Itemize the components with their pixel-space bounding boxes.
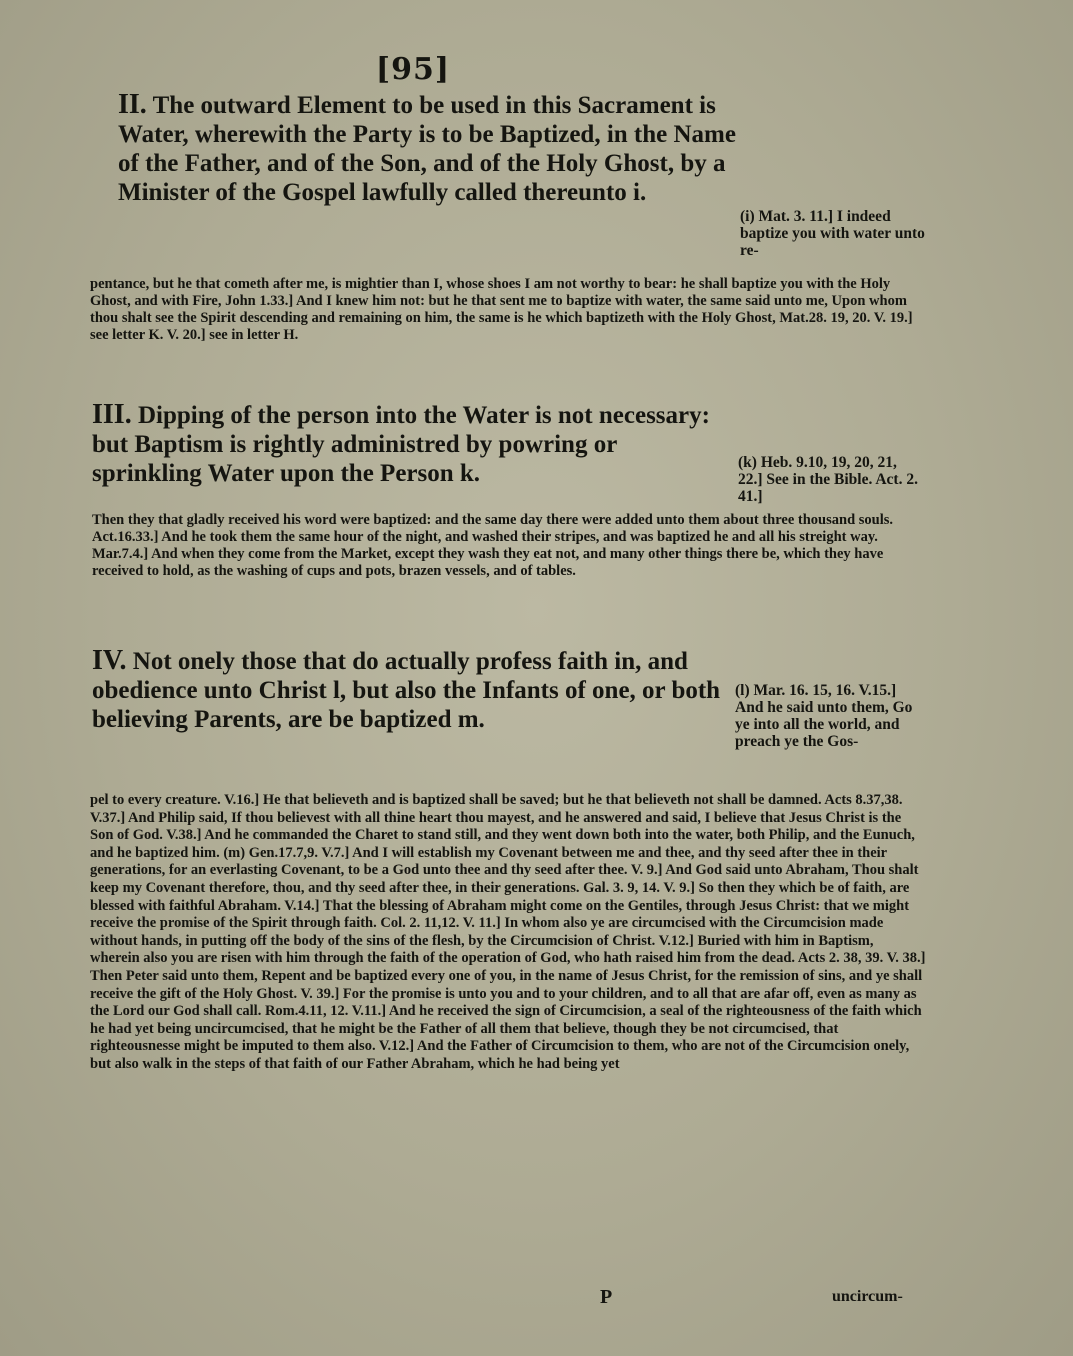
article-4-text: Not onely those that do actually profess faith in, and obedience unto Christ l, but also the Infants of one, or both believing Parents, are be baptized m. [92,648,721,733]
article-2-text: The outward Element to be used in this Sacrament is Water, wherewith the Party is to be Baptized, in the Name of the Father, and of the Son, and of the Holy Ghost, by a Minister of the Gospel lawfully called thereunto i. [118,92,736,206]
article-3-text: Dipping of the person into the Water is not necessary: but Baptism is rightly administred by powring or sprinkling Water upon the Person k. [92,402,710,487]
article-2-numeral: II. [118,89,147,120]
article-2-marginal-note: (i) Mat. 3. 11.] I indeed baptize you with water unto re- [740,208,925,259]
article-4-marginal-note: (l) Mar. 16. 15, 16. V.15.] And he said unto them, Go ye into all the world, and preach ye the Gos- [735,682,913,750]
article-4-heading [92,646,732,734]
article-2-proof-text: pentance, but he that cometh after me, is mightier than I, whose shoes I am not worthy to bear: he shall baptize you with the Holy Ghost, and with Fire, John 1.33.] And I knew him not: but he that sent me to baptize with water, the same said unto me, Upon whom thou shalt see the Spirit descending and remaining on him, the same is he which baptizeth with the Holy Ghost, Mat.28. 19, 20. V. 19.] see letter K. V. 20.] see in letter H. [90,276,913,343]
article-3-proof-text: Then they that gladly received his word were baptized: and the same day there were added unto them about three thousand souls. Act.16.33.] And he took them the same hour of the night, and washed their stripes, and was baptized he and all his streight way. Mar.7.4.] And when they come from the Market, except they wash they eat not, and many other things there be, which they have received to hold, as the washing of cups and pots, brazen vessels, and of tables. [92,512,894,579]
page-number: [95] [375,52,451,87]
article-2-heading [118,90,738,207]
article-4-proof-text: pel to every creature. V.16.] He that believeth and is baptized shall be saved; but he that believeth not shall be damned. Acts 8.37,38. V.37.] And Philip said, If thou believest with all thine heart thou mayest, and he answered and said, I believe that Jesus Christ is the Son of God. V.38.] And he commanded the Charet to stand still, and they went down both into the water, both Philip, and the Eunuch, and he baptized him. (m) Gen.17.7,9. V.7.] And I will establish my Covenant between me and thee, and thy seed after thee in their generations, for an everlasting Covenant, to be a God unto thee and thy seed after thee. V. 9.] And God said unto Abraham, Thou shalt keep my Covenant therefore, thou, and thy seed after thee, in their generations. Gal. 3. 9, 14. V. 9.] So then they which be of faith, are blessed with faithful Abraham. V.14.] That the blessing of Abraham might come on the Gentiles, through Jesus Christ: that we might receive the promise of the Spirit through faith. Col. 2. 11,12. V. 11.] In whom also ye are circumcised with the Circumcision made without hands, in putting off the body of the sins of the flesh, by the Circumcision of Christ. V.12.] Buried with him in Baptism, wherein also you are risen with him through the faith of the operation of God, who hath raised him from the dead. Acts 2. 38, 39. V. 38.] Then Peter said unto them, Repent and be baptized every one of you, in the name of Jesus Christ, for the remission of sins, and ye shall receive the gift of the Holy Ghost. V. 39.] For the promise is unto you and to your children, and to all that are afar off, even as many as the Lord our God shall call. Rom.4.11, 12. V.11.] And he received the sign of Circumcision, a seal of the righteousness of the faith which he had yet being uncircumcised, that he might be the Father of all them that believe, though they be not circumcised, that righteousnesse might be imputed to them also. V.12.] And the Father of Circumcision to them, who are not of the Circumcision onely, but also walk in the steps of that faith of our Father Abraham, which he had being yet [90,792,926,1072]
signature-mark: P [600,1286,613,1308]
article-3-marginal-note: (k) Heb. 9.10, 19, 20, 21, 22.] See in the Bible. Act. 2. 41.] [738,454,918,505]
bleed-through-text [760,92,764,108]
catchword: uncircum- [832,1288,903,1305]
article-3-numeral: III. [92,399,132,430]
article-4-numeral: IV. [92,645,127,676]
article-3-heading [92,400,732,488]
